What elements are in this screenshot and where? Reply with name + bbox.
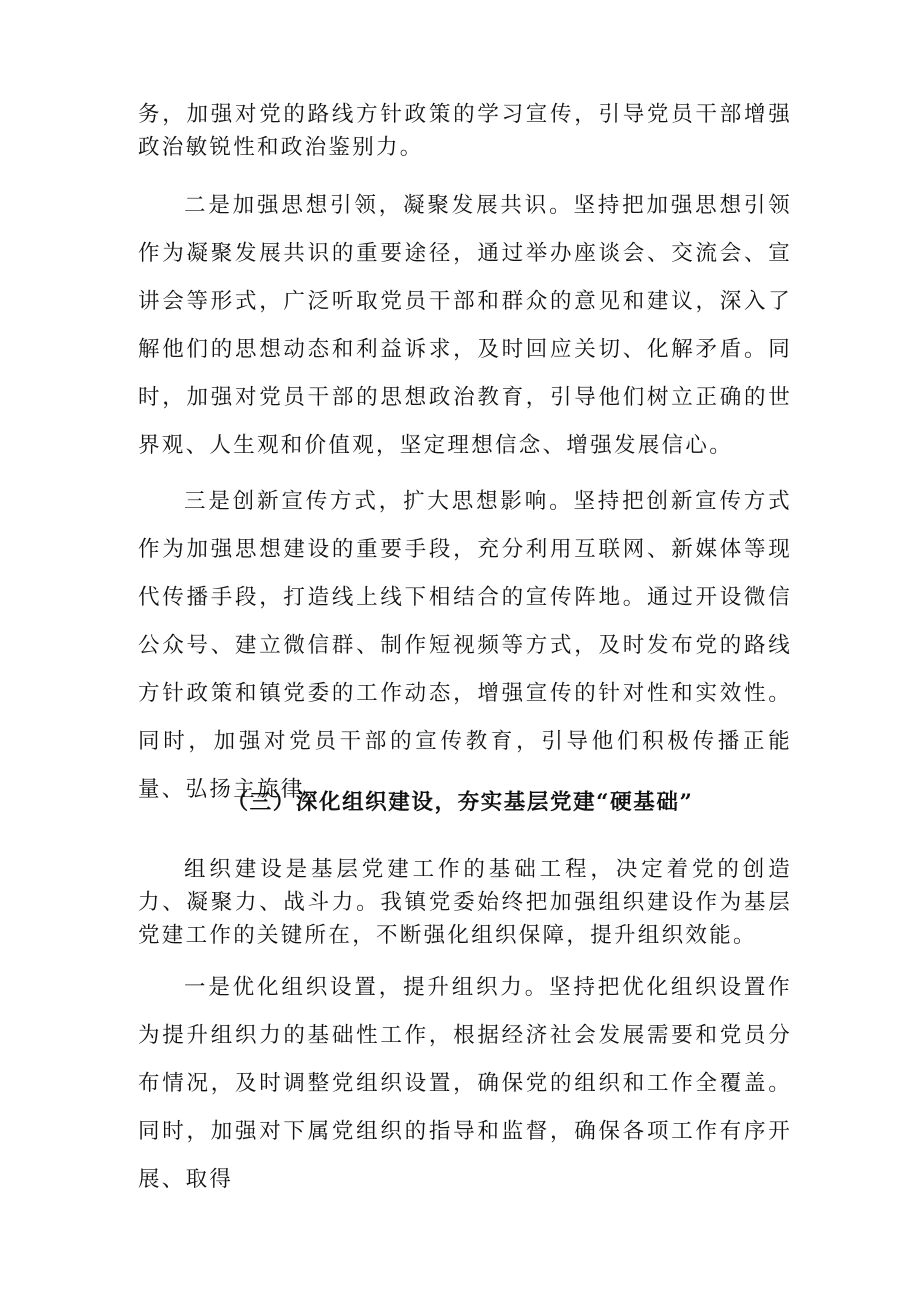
paragraph-thought-guidance: 二是加强思想引领，凝聚发展共识。坚持把加强思想引领作为凝聚发展共识的重要途径，通过举办座谈会、交流会、宣讲会等形式，广泛听取党员干部和群众的意见和建议，深入了解他们的思想动态和利益诉求，及时回应关切、化解矛盾。同时，加强对党员干部的思想政治教育，引导他们树立正确的世界观、人生观和价值观，坚定理想信念、增强发展信心。 [138, 193, 792, 458]
paragraph-organization-setup: 一是优化组织设置，提升组织力。坚持把优化组织设置作为提升组织力的基础性工作，根据经济社会发展需要和党员分布情况，及时调整党组织设置，确保党的组织和工作全覆盖。同时，加强对下属党组织的指导和监督，确保各项工作有序开展、取得 [138, 975, 792, 1192]
section-heading: （三）深化组织建设，夯实基层党建“硬基础” [226, 790, 694, 815]
paragraph-organization-intro: 组织建设是基层党建工作的基础工程，决定着党的创造力、凝聚力、战斗力。我镇党委始终把加强组织建设作为基层党建工作的关键所在，不断强化组织保障，提升组织效能。 [138, 857, 792, 948]
paragraph-continuation: 务，加强对党的路线方针政策的学习宣传，引导党员干部增强政治敏锐性和政治鉴别力。 [138, 102, 792, 160]
paragraph-publicity-methods: 三是创新宣传方式，扩大思想影响。坚持把创新宣传方式作为加强思想建设的重要手段，充分利用互联网、新媒体等现代传播手段，打造线上线下相结合的宣传阵地。通过开设微信公众号、建立微信群、制作短视频等方式，及时发布党的路线方针政策和镇党委的工作动态，增强宣传的针对性和实效性。同时，加强对党员干部的宣传教育，引导他们积极传播正能量、弘扬主旋律。 [138, 489, 792, 802]
